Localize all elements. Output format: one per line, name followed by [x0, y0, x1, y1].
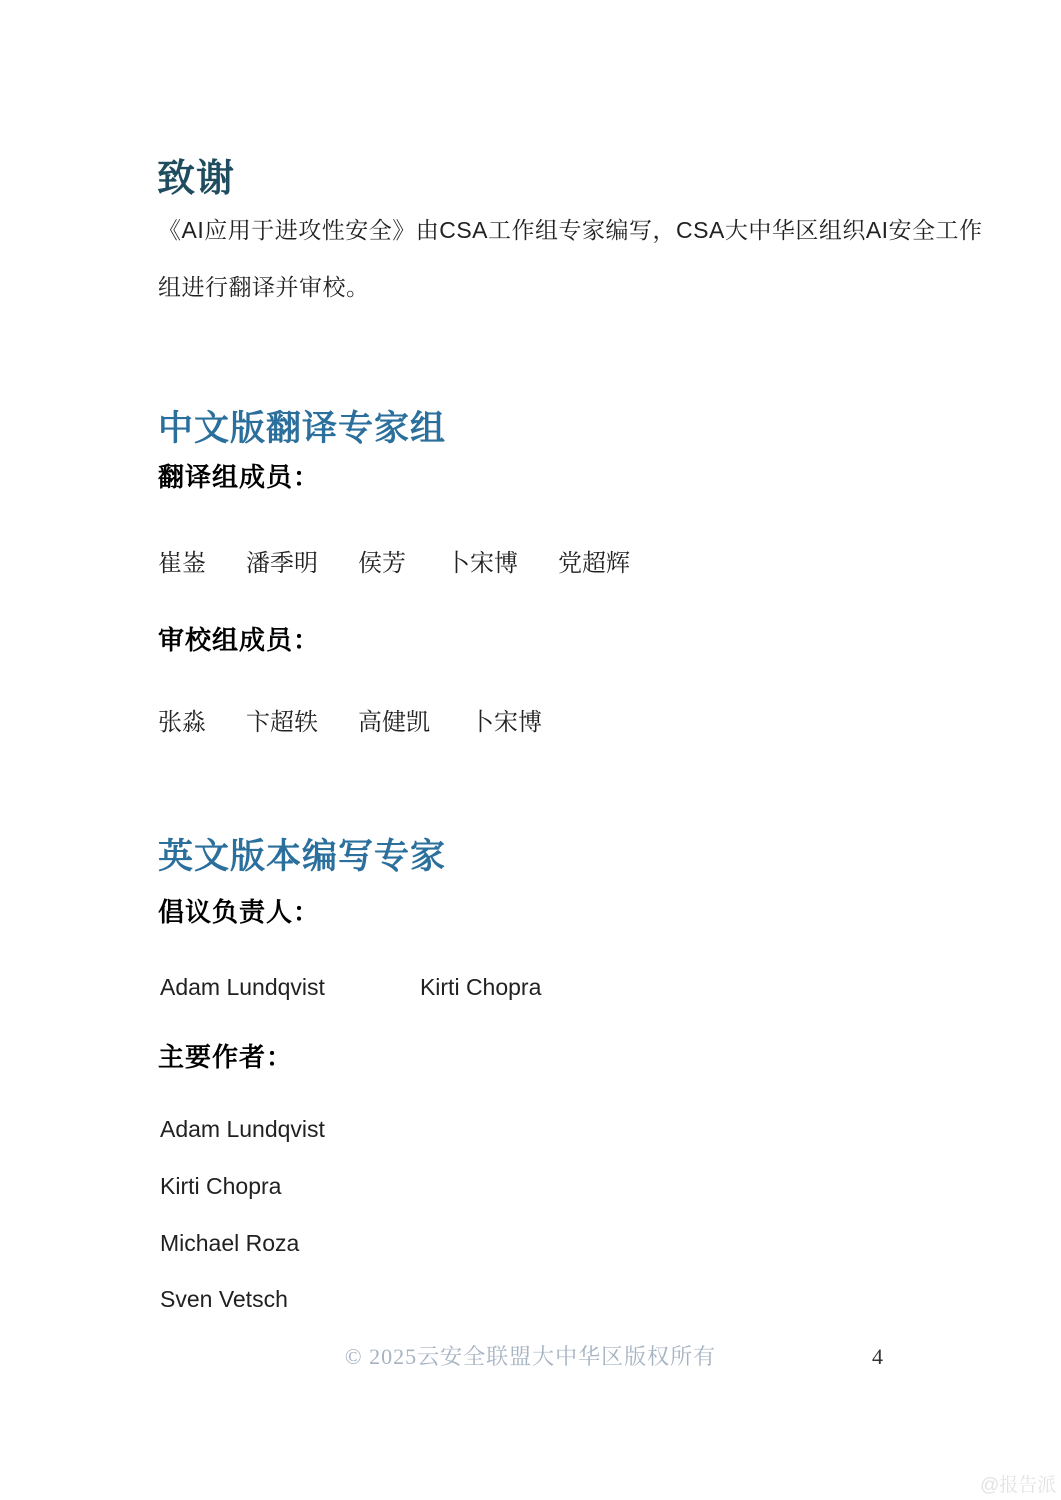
author-name: Michael Roza	[160, 1230, 300, 1256]
footer-copyright-text: © 2025云安全联盟大中华区版权所有	[344, 1344, 717, 1369]
translator-name: 卜宋博	[446, 550, 518, 577]
author-name: Sven Vetsch	[160, 1286, 288, 1312]
section-heading-cn-translation-experts: 中文版翻译专家组	[158, 409, 447, 449]
watermark-text: @报告派	[980, 1475, 1057, 1496]
translators-label: 翻译组成员：	[158, 463, 321, 492]
reviewers-list	[158, 711, 542, 735]
translators-list	[158, 552, 630, 576]
reviewers-label: 审校组成员：	[158, 626, 321, 655]
author-name: Kirti Chopra	[160, 1173, 282, 1199]
initiative-leads-label: 倡议负责人：	[158, 898, 321, 927]
section-heading-en-authors: 英文版本编写专家	[158, 837, 447, 877]
translator-name: 侯芳	[358, 550, 406, 577]
page-number: 4	[872, 1344, 883, 1369]
translator-name: 潘季明	[246, 550, 318, 577]
lead-name: Kirti Chopra	[419, 974, 542, 1000]
reviewer-name: 高健凯	[358, 709, 430, 736]
intro-line: 组进行翻译并审校。	[158, 274, 370, 300]
lead-name: Adam Lundqvist	[160, 974, 325, 1000]
reviewer-name: 卜宋博	[470, 709, 542, 736]
translator-name: 崔崟	[158, 550, 206, 577]
reviewer-name: 张淼	[158, 709, 206, 736]
author-name: Adam Lundqvist	[160, 1116, 325, 1142]
main-authors-label: 主要作者：	[158, 1043, 294, 1072]
translator-name: 党超辉	[558, 550, 630, 577]
initiative-leads-list	[160, 976, 541, 999]
intro-line: 《AI应用于进攻性安全》由CSA工作组专家编写，CSA大中华区组织AI安全工作	[158, 217, 983, 243]
page-title: 致谢	[157, 158, 236, 201]
reviewer-name: 卞超轶	[246, 709, 318, 736]
